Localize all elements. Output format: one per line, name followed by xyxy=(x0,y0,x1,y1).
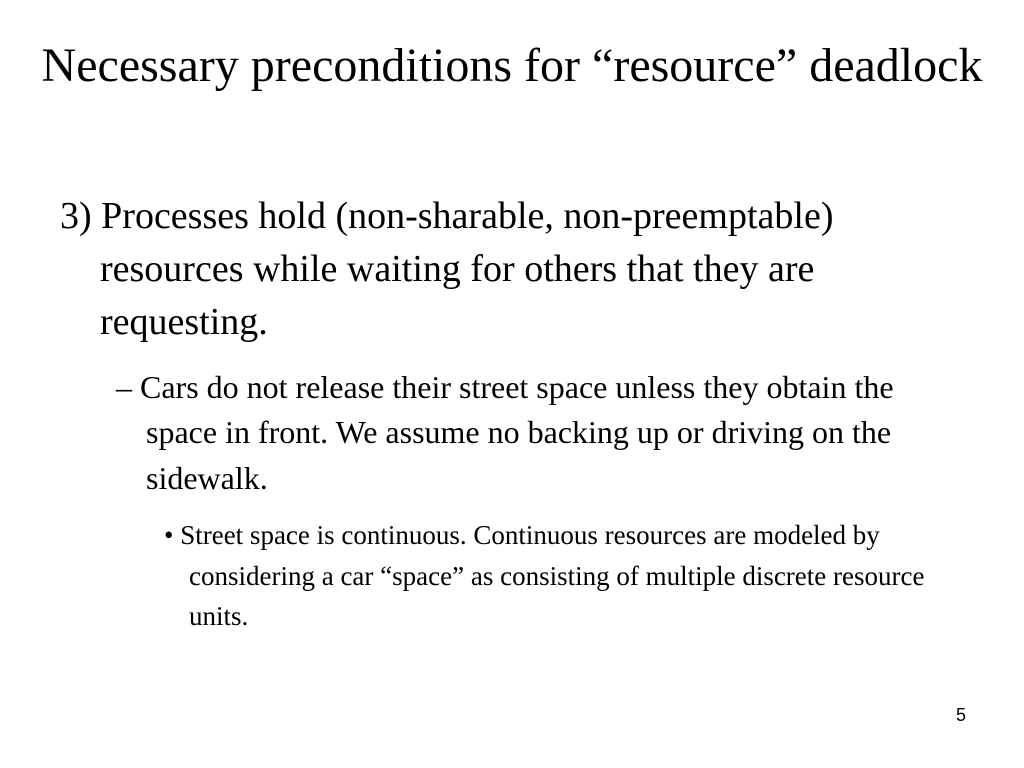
bullet-level-1 xyxy=(60,190,920,350)
dash-marker: – xyxy=(116,369,132,405)
bullet-dot-marker: • xyxy=(164,520,174,550)
bullet-level-3 xyxy=(164,515,954,637)
bullet-level-2 xyxy=(116,365,936,501)
page-number: 5 xyxy=(955,705,966,725)
bullet-level-1-text: 3) Processes hold (non-sharable, non-preemptable) resources while waiting for others that they are requesting. xyxy=(60,195,834,344)
slide-title: Necessary preconditions for “resource” deadlock xyxy=(41,39,983,92)
bullet-level-2-text: Cars do not release their street space unless they obtain the space in front. We assume no backing up or driving on the sidewalk. xyxy=(140,369,894,496)
bullet-level-3-text: Street space is continuous. Continuous resources are modeled by considering a car “space” as consisting of multiple discrete resource units. xyxy=(180,520,925,631)
